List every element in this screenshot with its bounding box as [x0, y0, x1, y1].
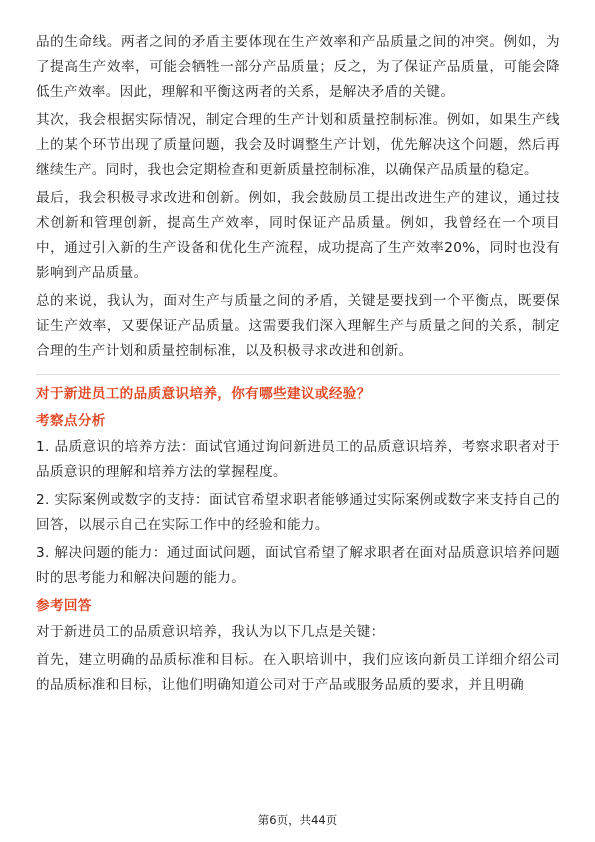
answer-title: 参考回答 — [36, 598, 92, 614]
answer-paragraph: 对于新进员工的品质意识培养，我认为以下几点是关键： — [36, 624, 385, 640]
question-heading: 对于新进员工的品质意识培养，你有哪些建议或经验？ — [36, 386, 371, 402]
body-paragraph: 其次，我会根据实际情况，制定合理的生产计划和质量控制标准。例如，如果生产线上的某个环节出现了质量问题，我会及时调整生产计划，优先解决这个问题，然后再继续生产。同时，我也会定期检查和更新质量控制标准，以确保产品质量的稳定。 — [36, 112, 560, 178]
analysis-title: 考察点分析 — [36, 413, 106, 429]
analysis-item: 3. 解决问题的能力：通过面试问题，面试官希望了解求职者在面对品质意识培养问题时的思考能力和解决问题的能力。 — [36, 545, 560, 586]
page-number: 第6页，共44页 — [257, 813, 338, 827]
body-paragraph: 最后，我会积极寻求改进和创新。例如，我会鼓励员工提出改进生产的建议，通过技术创新和管理创新，提高生产效率，同时保证产品质量。例如，我曾经在一个项目中，通过引入新的生产设备和优化生产流程，成功提高了生产效率20%，同时也没有影响到产品质量。 — [36, 190, 560, 281]
section-divider — [36, 374, 560, 375]
body-paragraph: 品的生命线。两者之间的矛盾主要体现在生产效率和产品质量之间的冲突。例如，为了提高生产效率，可能会牺牲一部分产品质量；反之，为了保证产品质量，可能会降低生产效率。因此，理解和平衡这两者的关系，是解决矛盾的关键。 — [36, 34, 560, 100]
body-paragraph: 总的来说，我认为，面对生产与质量之间的矛盾，关键是要找到一个平衡点，既要保证生产效率，又要保证产品质量。这需要我们深入理解生产与质量之间的关系，制定合理的生产计划和质量控制标准，以及积极寻求改进和创新。 — [36, 293, 560, 359]
analysis-item: 2. 实际案例或数字的支持：面试官希望求职者能够通过实际案例或数字来支持自己的回答，以展示自己在实际工作中的经验和能力。 — [36, 492, 560, 533]
answer-paragraph: 首先，建立明确的品质标准和目标。在入职培训中，我们应该向新员工详细介绍公司的品质标准和目标，让他们明确知道公司对于产品或服务品质的要求，并且明确 — [36, 652, 560, 693]
analysis-item: 1. 品质意识的培养方法：面试官通过询问新进员工的品质意识培养，考察求职者对于品质意识的理解和培养方法的掌握程度。 — [36, 439, 560, 480]
document-page — [36, 30, 560, 701]
